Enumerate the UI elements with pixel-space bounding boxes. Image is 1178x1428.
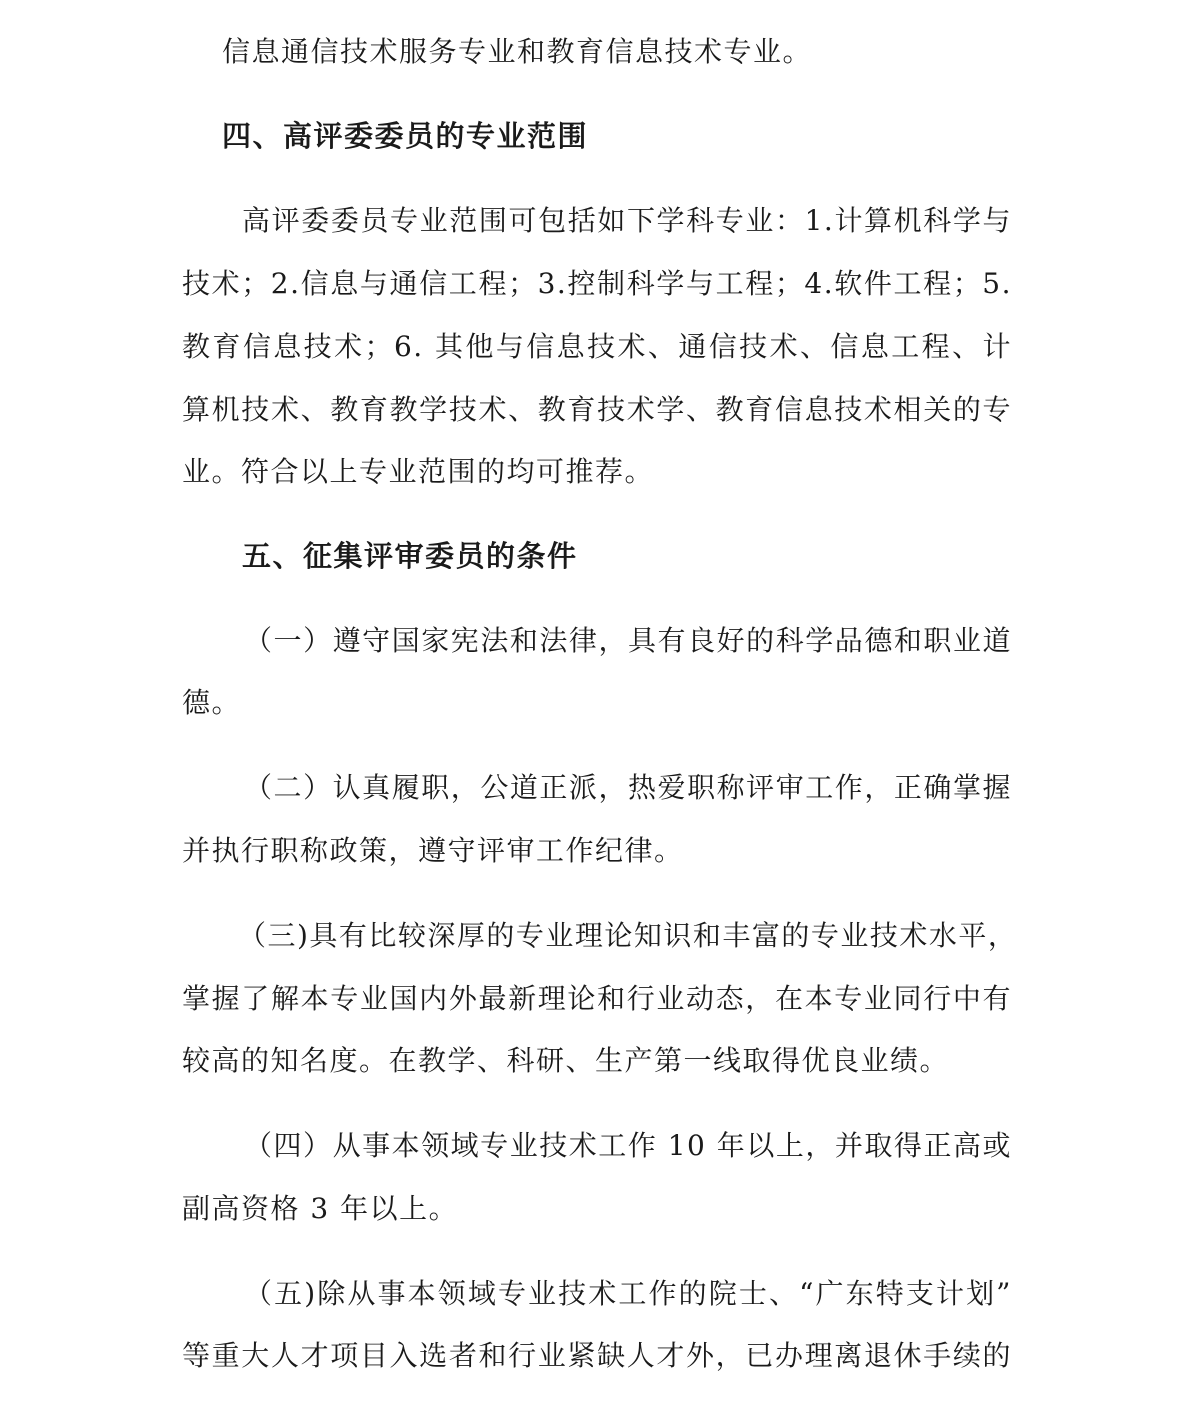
paragraph-line: 算机技术、教育教学技术、教育技术学、教育信息技术相关的专: [182, 393, 1012, 426]
paragraph-line: 教育信息技术；6. 其他与信息技术、通信技术、信息工程、计: [182, 330, 1012, 363]
section-heading-4: 四、高评委委员的专业范围: [222, 119, 589, 153]
paragraph-line: 业。符合以上专业范围的均可推荐。: [182, 455, 655, 488]
paragraph-line: 等重大人才项目入选者和行业紧缺人才外，已办理离退休手续的: [182, 1339, 1012, 1372]
paragraph-line: 较高的知名度。在教学、科研、生产第一线取得优良业绩。: [182, 1044, 950, 1077]
paragraph-line: （一）遵守国家宪法和法律，具有良好的科学品德和职业道: [244, 624, 1012, 657]
paragraph-line: 并执行职称政策，遵守评审工作纪律。: [182, 834, 684, 867]
paragraph-line: 信息通信技术服务专业和教育信息技术专业。: [222, 35, 813, 68]
paragraph-line: 副高资格 3 年以上。: [182, 1192, 459, 1225]
paragraph-line: 技术；2.信息与通信工程；3.控制科学与工程；4.软件工程；5.: [182, 267, 1012, 300]
paragraph-line: （四）从事本领域专业技术工作 10 年以上，并取得正高或: [244, 1129, 1012, 1162]
paragraph-line: 德。: [182, 686, 242, 719]
section-heading-5: 五、征集评审委员的条件: [242, 539, 578, 573]
paragraph-line: 高评委委员专业范围可包括如下学科专业：1.计算机科学与: [242, 204, 1012, 237]
paragraph-line: （三)具有比较深厚的专业理论知识和丰富的专业技术水平，: [238, 919, 1018, 952]
paragraph-line: （二）认真履职，公道正派，热爱职称评审工作，正确掌握: [244, 771, 1012, 804]
paragraph-line: 掌握了解本专业国内外最新理论和行业动态，在本专业同行中有: [182, 982, 1012, 1015]
paragraph-line: （五)除从事本领域专业技术工作的院士、“广东特支计划”: [244, 1277, 1012, 1310]
